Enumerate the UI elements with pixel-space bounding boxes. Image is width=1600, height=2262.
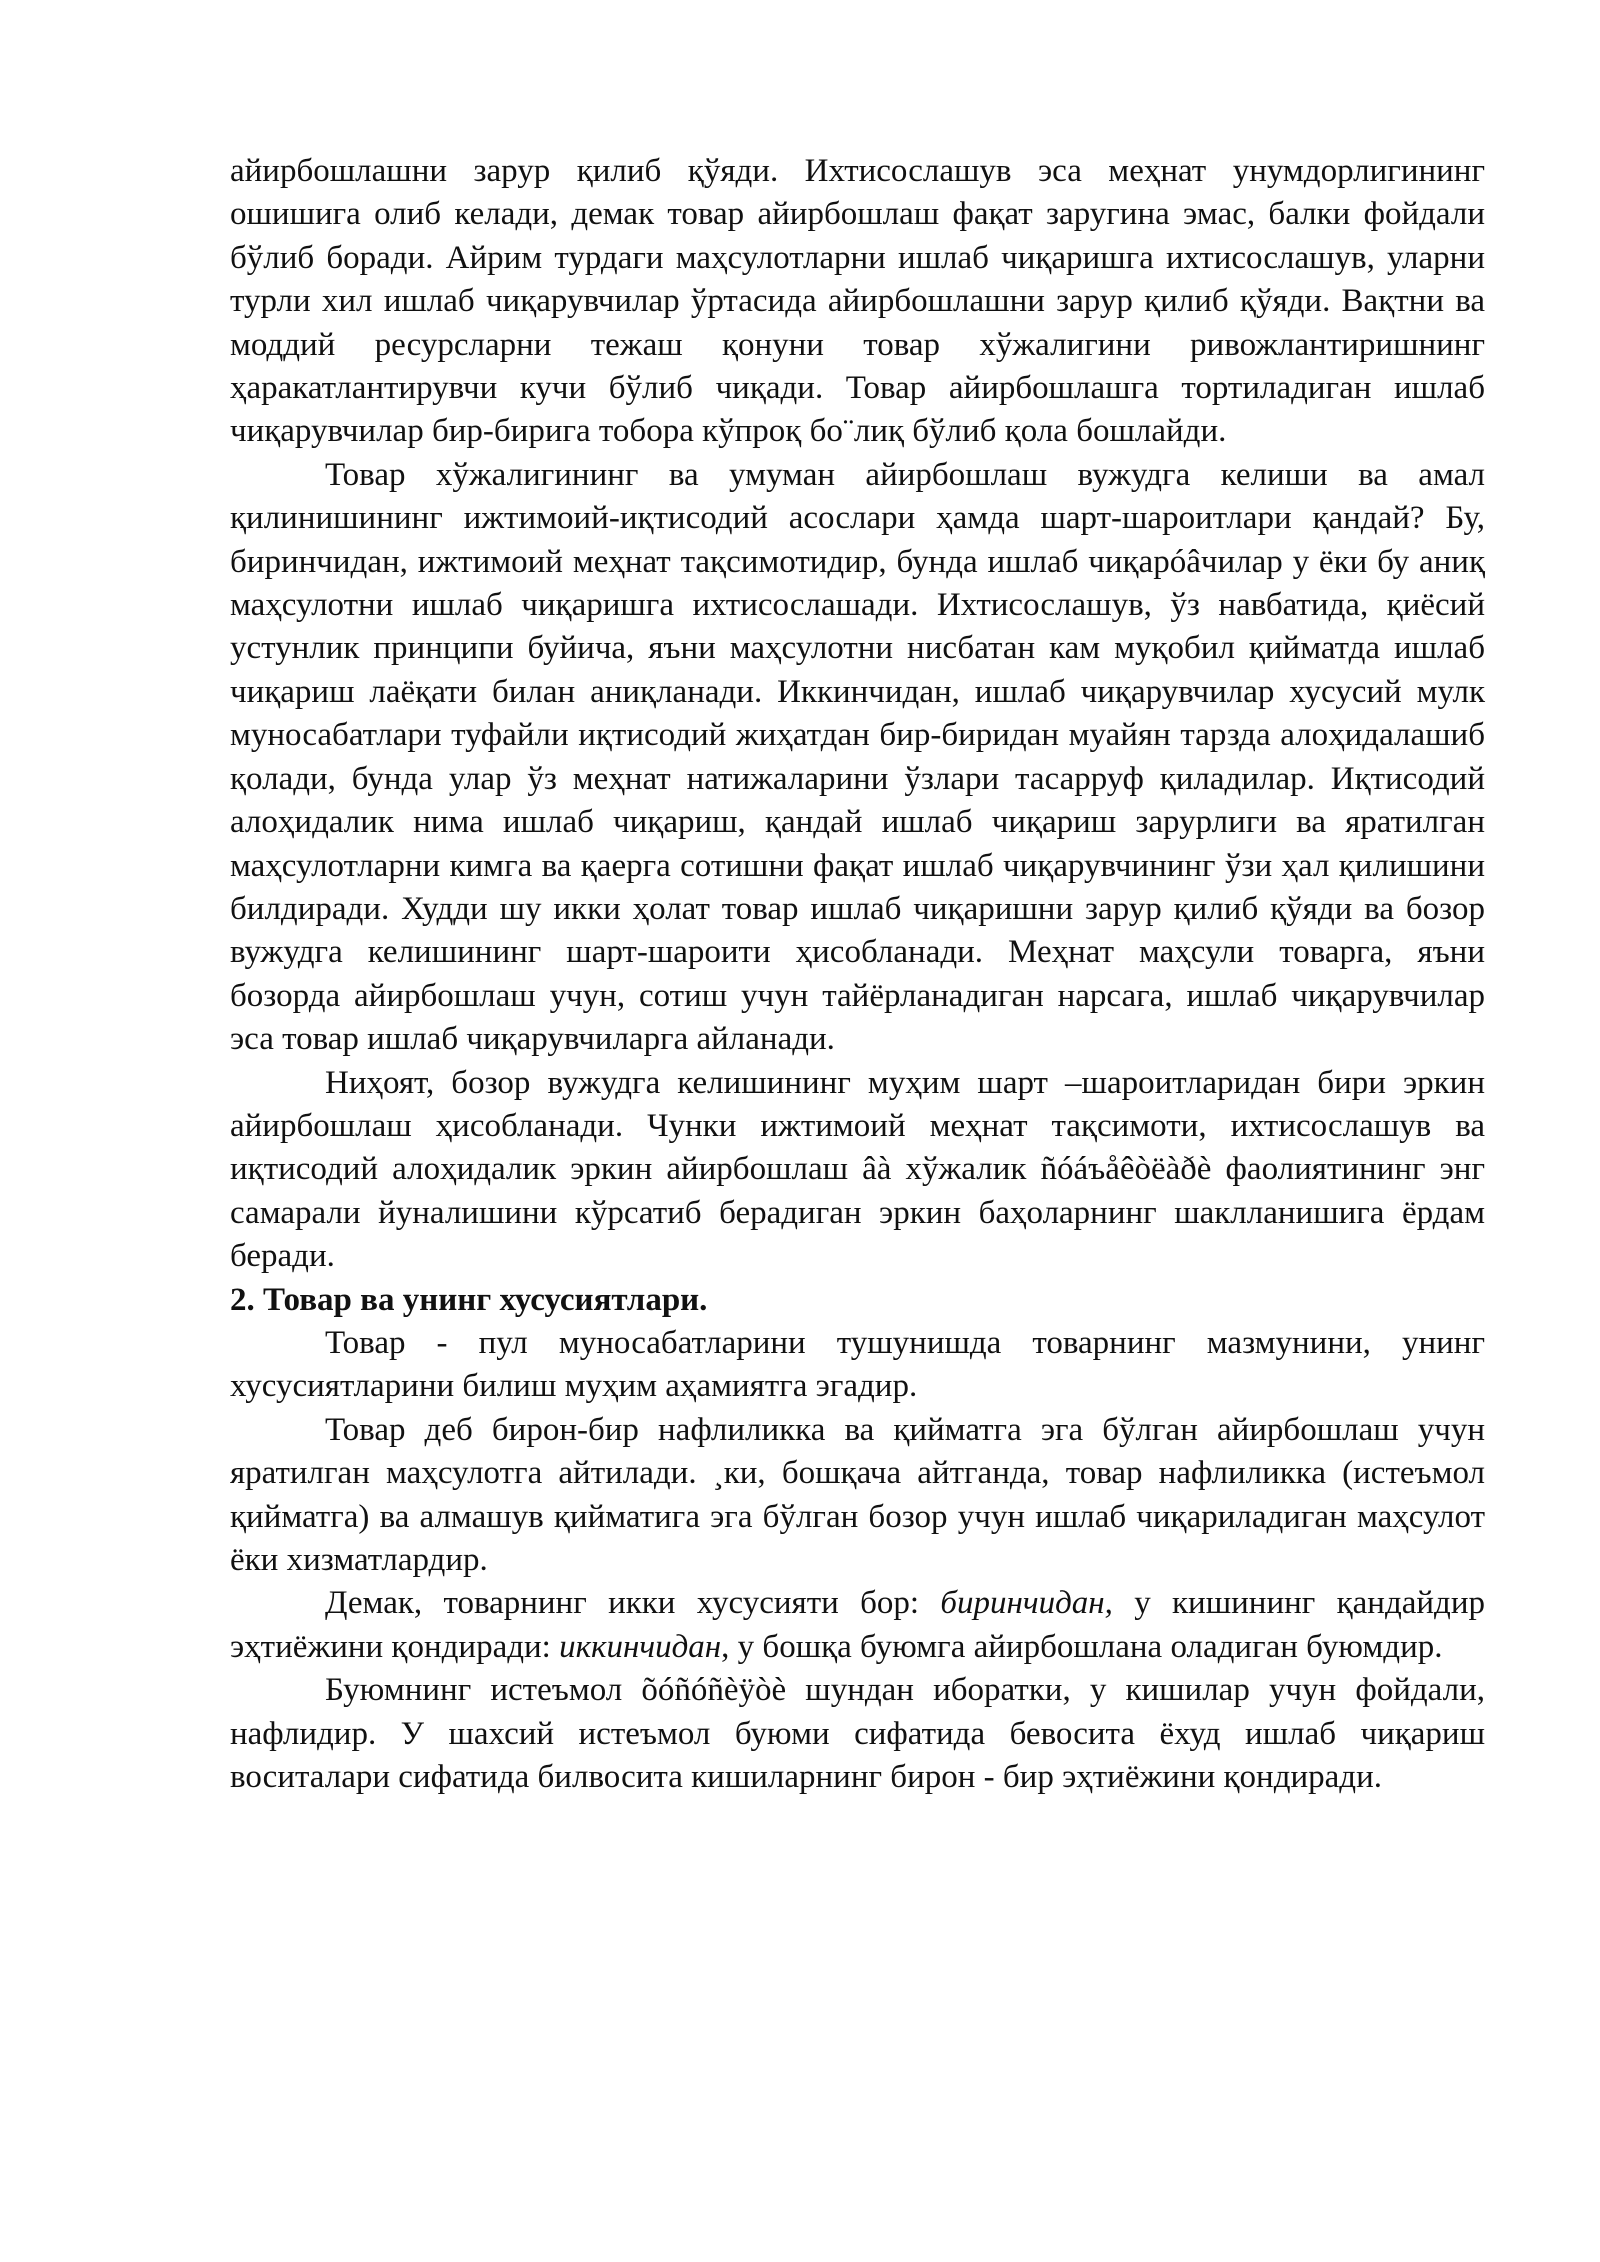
- properties-text-1: Демак, товарнинг икки хусусияти бор:: [325, 1585, 941, 1622]
- paragraph-foundations: Товар хўжалигининг ва умуман айирбошлаш вужудга келиши ва амал қилинишининг ижтимоий-иқтисодий асослари ҳамда шарт-шароитлари қандай? Бу, биринчидан, ижтимоий меҳнат тақсимотидир, бунда ишлаб чиқарóâчилар у ёки бу аниқ маҳсулотни ишлаб чиқаришга ихтисослашади. Ихтисослашув, ўз навбатида, қиёсий устунлик принципи буйича, яъни маҳсулотни нисбатан кам муқобил қийматда ишлаб чиқариш лаёқати билан аниқланади. Иккинчидан, ишлаб чиқарувчилар хусусий мулк муносабатлари туфайли иқтисодий жиҳатдан бир-биридан муайян тарзда алоҳидалашиб қолади, бунда улар ўз меҳнат натижаларини ўзлари тасарруф қиладилар. Иқтисодий алоҳидалик нима ишлаб чиқариш, қандай ишлаб чиқариш зарурлиги ва яратилган маҳсулотларни кимга ва қаерга сотишни фақат ишлаб чиқарувчининг ўзи ҳал қилишини билдиради. Худди шу икки ҳолат товар ишлаб чиқаришни зарур қилиб қўяди ва бозор вужудга келишининг шарт-шароити ҳисобланади. Меҳнат маҳсули товарга, яъни бозорда айирбошлаш учун, сотиш учун тайёрланадиган нарсага, ишлаб чиқарувчилар эса товар ишлаб чиқарувчиларга айланади.: [230, 456, 1485, 1058]
- properties-emphasis-first: биринчидан,: [940, 1585, 1113, 1622]
- paragraph-commodity-intro: Товар - пул муносабатларини тушунишда товарнинг мазмунини, унинг хусусиятларини билиш муҳим аҳамиятга эгадир.: [230, 1324, 1485, 1405]
- section-heading: 2. Товар ва унинг хусусиятлари.: [230, 1281, 708, 1318]
- paragraph-commodity-definition: Товар деб бирон-бир нафлиликка ва қийматга эга бўлган айирбошлаш учун яратилган маҳсулотга айтилади. ¸ки, бошқача айтганда, товар нафлиликка (истеъмол қийматга) ва алмашув қийматига эга бўлган бозор учун ишлаб чиқариладиган маҳсулот ёки хизматлардир.: [230, 1411, 1485, 1578]
- paragraph-continuation: айирбошлашни зарур қилиб қўяди. Ихтисослашув эса меҳнат унумдорлигининг ошишига олиб келади, демак товар айирбошлаш фақат заругина эмас, балки фойдали бўлиб боради. Айрим турдаги маҳсулотларни ишлаб чиқаришга ихтисослашув, уларни турли хил ишлаб чиқарувчилар ўртасида айирбошлашни зарур қилиб қўяди. Вақтни ва моддий ресурсларни тежаш қонуни товар хўжалигини ривожлантиришнинг ҳаракатлантирувчи кучи бўлиб чиқади. Товар айирбошлашга тортиладиган ишлаб чиқарувчилар бир-бирига тобора кўпроқ бо¨лиқ бўлиб қола бошлайди.: [230, 153, 1485, 450]
- document-page: [230, 150, 1485, 1799]
- paragraph-commodity-properties: [230, 1582, 1485, 1669]
- properties-text-3: , у бошқа буюмга айирбошлана оладиган буюмдир.: [721, 1628, 1443, 1665]
- paragraph-free-exchange: Ниҳоят, бозор вужудга келишининг муҳим шарт –шароитларидан бири эркин айирбошлаш ҳисобланади. Чунки ижтимоий меҳнат тақсимоти, ихтисослашув ва иқтисодий алоҳидалик эркин айирбошлаш âà хўжалик ñóáъåêòëàðè фаолиятининг энг самарали йуналишини кўрсатиб берадиган эркин баҳоларнинг шаклланишига ёрдам беради.: [230, 1064, 1485, 1275]
- properties-emphasis-second: иккинчидан: [559, 1628, 722, 1665]
- properties-text-2: у кишининг қандайдир эҳтиёжини қондиради:: [230, 1585, 1486, 1665]
- paragraph-use-value: Буюмнинг истеъмол õóñóñèÿòè шундан иборатки, у кишилар учун фойдали, нафлидир. У шахсий истеъмол буюми сифатида бевосита ёхуд ишлаб чиқариш воситалари сифатида билвосита кишиларнинг бирон - бир эҳтиёжини қондиради.: [230, 1672, 1485, 1796]
